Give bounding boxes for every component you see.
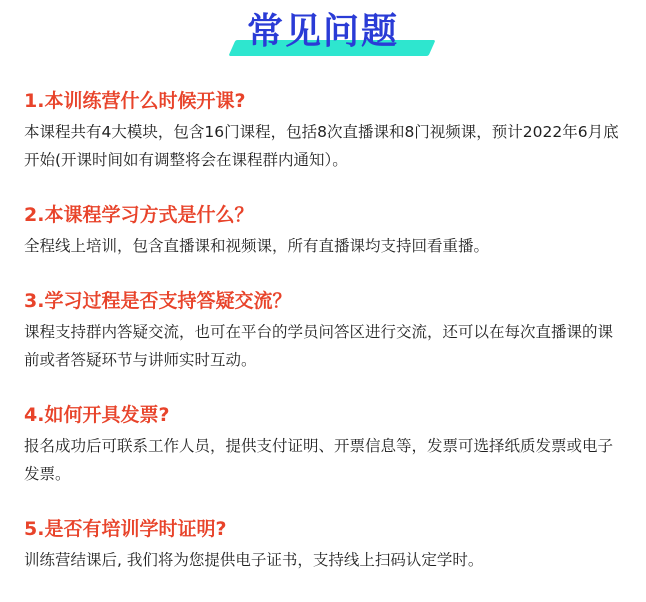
faq-item-2 [24,202,624,260]
page-header [0,0,646,70]
faq-answer: 课程支持群内答疑交流，也可在平台的学员问答区进行交流，还可以在每次直播课的课前或者答疑环节与讲师实时互动。 [24,323,614,369]
faq-question: 5.是否有培训学时证明? [24,518,227,540]
faq-answer: 全程线上培训，包含直播课和视频课，所有直播课均支持回看重播。 [24,237,490,255]
faq-answer: 本课程共有4大模块，包含16门课程，包括8次直播课和8门视频课，预计2022年6月底开始(开课时间如有调整将会在课程群内通知）。 [24,123,619,169]
faq-item-5 [24,516,624,574]
faq-answer: 训练营结课后, 我们将为您提供电子证书，支持线上扫码认定学时。 [24,551,484,569]
faq-question: 2.本课程学习方式是什么？ [24,204,254,226]
faq-item-4 [24,402,624,488]
faq-answer: 报名成功后可联系工作人员，提供支付证明、开票信息等，发票可选择纸质发票或电子发票。 [24,437,614,483]
faq-question: 3.学习过程是否支持答疑交流？ [24,290,292,312]
faq-item-3 [24,288,624,374]
page-title: 常见问题 [246,11,399,52]
faq-question: 1.本训练营什么时候开课? [24,90,246,112]
faq-item-1 [24,88,624,174]
faq-list [24,88,624,602]
faq-question: 4.如何开具发票? [24,404,170,426]
